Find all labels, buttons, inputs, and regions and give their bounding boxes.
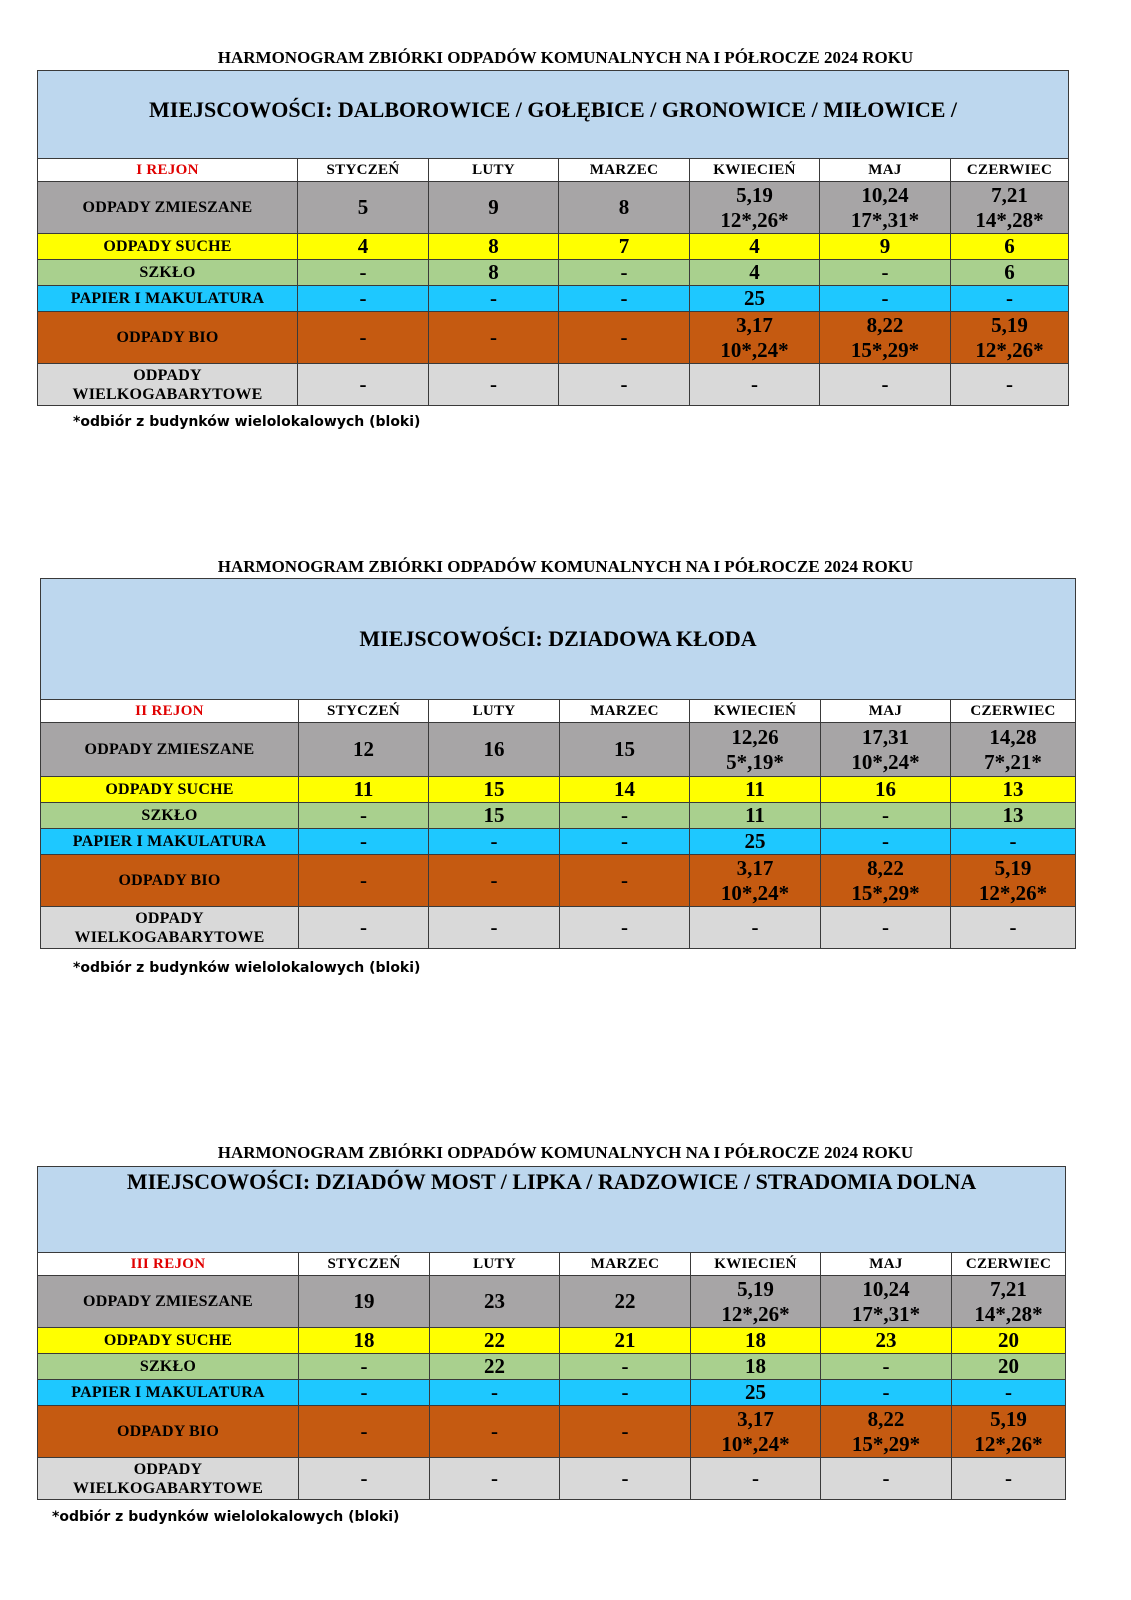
dry-january: 18 <box>299 1328 430 1354</box>
glass-april: 4 <box>690 260 820 286</box>
dry-april: 18 <box>691 1328 821 1354</box>
paper-april: 25 <box>691 1380 821 1406</box>
paper-march: - <box>559 286 690 312</box>
category-glass: SZKŁO <box>38 260 298 286</box>
month-may: MAJ <box>821 700 951 723</box>
bio-january: - <box>299 855 429 907</box>
bulky-may: - <box>820 364 951 406</box>
dry-january: 4 <box>298 234 429 260</box>
month-may: MAJ <box>820 159 951 182</box>
paper-january: - <box>298 286 429 312</box>
bulky-january: - <box>298 364 429 406</box>
bio-february: - <box>429 312 559 364</box>
bio-january: - <box>299 1406 430 1458</box>
mixed-april: 5,19 12*,26* <box>690 182 820 234</box>
paper-january: - <box>299 1380 430 1406</box>
bulky-june: - <box>951 907 1076 949</box>
bulky-march: - <box>560 1458 691 1500</box>
places-header: MIEJSCOWOŚCI: DZIADÓW MOST / LIPKA / RADZOWICE / STRADOMIA DOLNA <box>38 1167 1066 1253</box>
paper-march: - <box>560 1380 691 1406</box>
bio-april: 3,17 10*,24* <box>690 855 821 907</box>
glass-april: 18 <box>691 1354 821 1380</box>
mixed-april: 5,19 12*,26* <box>691 1276 821 1328</box>
schedule-title-3: HARMONOGRAM ZBIÓRKI ODPADÓW KOMUNALNYCH NA I PÓŁROCZE 2024 ROKU <box>217 1143 914 1162</box>
month-june: CZERWIEC <box>951 159 1069 182</box>
region-label: II REJON <box>41 700 299 723</box>
month-february: LUTY <box>429 159 559 182</box>
schedule-title-1: HARMONOGRAM ZBIÓRKI ODPADÓW KOMUNALNYCH NA I PÓŁROCZE 2024 ROKU <box>217 48 914 67</box>
bulky-february: - <box>430 1458 560 1500</box>
schedule-title-2: HARMONOGRAM ZBIÓRKI ODPADÓW KOMUNALNYCH NA I PÓŁROCZE 2024 ROKU <box>217 557 914 576</box>
dry-february: 22 <box>430 1328 560 1354</box>
bio-may: 8,22 15*,29* <box>821 1406 952 1458</box>
mixed-june: 7,21 14*,28* <box>951 182 1069 234</box>
category-dry-waste: ODPADY SUCHE <box>41 777 299 803</box>
bio-march: - <box>560 1406 691 1458</box>
places-header: MIEJSCOWOŚCI: DALBOROWICE / GOŁĘBICE / GRONOWICE / MIŁOWICE / <box>38 71 1069 159</box>
glass-may: - <box>820 260 951 286</box>
category-glass: SZKŁO <box>38 1354 299 1380</box>
dry-february: 8 <box>429 234 559 260</box>
category-paper: PAPIER I MAKULATURA <box>41 829 299 855</box>
dry-march: 21 <box>560 1328 691 1354</box>
paper-april: 25 <box>690 286 820 312</box>
mixed-march: 8 <box>559 182 690 234</box>
bulky-june: - <box>952 1458 1066 1500</box>
paper-february: - <box>429 829 560 855</box>
bulky-june: - <box>951 364 1069 406</box>
paper-june: - <box>951 829 1076 855</box>
glass-march: - <box>560 1354 691 1380</box>
paper-may: - <box>820 286 951 312</box>
dry-may: 9 <box>820 234 951 260</box>
glass-march: - <box>559 260 690 286</box>
paper-march: - <box>560 829 690 855</box>
month-march: MARZEC <box>560 700 690 723</box>
bulky-march: - <box>559 364 690 406</box>
category-paper: PAPIER I MAKULATURA <box>38 286 298 312</box>
month-april: KWIECIEŃ <box>691 1253 821 1276</box>
dry-april: 4 <box>690 234 820 260</box>
category-bio: ODPADY BIO <box>38 1406 299 1458</box>
category-dry-waste: ODPADY SUCHE <box>38 1328 299 1354</box>
category-bio: ODPADY BIO <box>38 312 298 364</box>
mixed-march: 22 <box>560 1276 691 1328</box>
category-dry-waste: ODPADY SUCHE <box>38 234 298 260</box>
glass-february: 8 <box>429 260 559 286</box>
dry-april: 11 <box>690 777 821 803</box>
bulky-february: - <box>429 907 560 949</box>
glass-february: 22 <box>430 1354 560 1380</box>
glass-april: 11 <box>690 803 821 829</box>
month-march: MARZEC <box>559 159 690 182</box>
category-bulky-waste: ODPADY WIELKOGABARYTOWE <box>38 364 298 406</box>
glass-february: 15 <box>429 803 560 829</box>
dry-january: 11 <box>299 777 429 803</box>
bio-january: - <box>298 312 429 364</box>
bulky-january: - <box>299 907 429 949</box>
bio-april: 3,17 10*,24* <box>691 1406 821 1458</box>
mixed-april: 12,26 5*,19* <box>690 723 821 777</box>
month-april: KWIECIEŃ <box>690 159 820 182</box>
mixed-march: 15 <box>560 723 690 777</box>
glass-june: 13 <box>951 803 1076 829</box>
bio-june: 5,19 12*,26* <box>951 855 1076 907</box>
glass-january: - <box>299 1354 430 1380</box>
month-january: STYCZEŃ <box>299 700 429 723</box>
paper-february: - <box>429 286 559 312</box>
dry-june: 13 <box>951 777 1076 803</box>
bulky-april: - <box>690 364 820 406</box>
schedule-table-2 <box>40 578 1076 949</box>
paper-june: - <box>952 1380 1066 1406</box>
glass-june: 6 <box>951 260 1069 286</box>
region-label: III REJON <box>38 1253 299 1276</box>
category-mixed-waste: ODPADY ZMIESZANE <box>38 182 298 234</box>
glass-january: - <box>298 260 429 286</box>
bio-march: - <box>559 312 690 364</box>
footnote-1: *odbiór z budynków wielolokalowych (bloki) <box>73 414 421 430</box>
category-bio: ODPADY BIO <box>41 855 299 907</box>
bio-june: 5,19 12*,26* <box>952 1406 1066 1458</box>
mixed-may: 10,24 17*,31* <box>821 1276 952 1328</box>
category-paper: PAPIER I MAKULATURA <box>38 1380 299 1406</box>
bio-march: - <box>560 855 690 907</box>
bulky-march: - <box>560 907 690 949</box>
month-march: MARZEC <box>560 1253 691 1276</box>
paper-may: - <box>821 829 951 855</box>
month-may: MAJ <box>821 1253 952 1276</box>
category-bulky-waste: ODPADY WIELKOGABARYTOWE <box>38 1458 299 1500</box>
bio-june: 5,19 12*,26* <box>951 312 1069 364</box>
dry-february: 15 <box>429 777 560 803</box>
glass-january: - <box>299 803 429 829</box>
bulky-april: - <box>690 907 821 949</box>
mixed-january: 19 <box>299 1276 430 1328</box>
places-header: MIEJSCOWOŚCI: DZIADOWA KŁODA <box>41 579 1076 700</box>
month-january: STYCZEŃ <box>298 159 429 182</box>
mixed-may: 17,31 10*,24* <box>821 723 951 777</box>
bio-may: 8,22 15*,29* <box>821 855 951 907</box>
dry-march: 14 <box>560 777 690 803</box>
schedule-table-3 <box>37 1166 1066 1500</box>
mixed-february: 23 <box>430 1276 560 1328</box>
mixed-may: 10,24 17*,31* <box>820 182 951 234</box>
region-label: I REJON <box>38 159 298 182</box>
schedule-table-1 <box>37 70 1069 406</box>
paper-april: 25 <box>690 829 821 855</box>
dry-may: 16 <box>821 777 951 803</box>
bulky-january: - <box>299 1458 430 1500</box>
glass-may: - <box>821 803 951 829</box>
mixed-january: 12 <box>299 723 429 777</box>
bulky-april: - <box>691 1458 821 1500</box>
month-february: LUTY <box>430 1253 560 1276</box>
paper-january: - <box>299 829 429 855</box>
bio-april: 3,17 10*,24* <box>690 312 820 364</box>
month-april: KWIECIEŃ <box>690 700 821 723</box>
bulky-may: - <box>821 1458 952 1500</box>
bio-february: - <box>429 855 560 907</box>
mixed-june: 7,21 14*,28* <box>952 1276 1066 1328</box>
mixed-january: 5 <box>298 182 429 234</box>
bulky-february: - <box>429 364 559 406</box>
mixed-june: 14,28 7*,21* <box>951 723 1076 777</box>
dry-june: 20 <box>952 1328 1066 1354</box>
bio-may: 8,22 15*,29* <box>820 312 951 364</box>
bio-february: - <box>430 1406 560 1458</box>
dry-june: 6 <box>951 234 1069 260</box>
paper-may: - <box>821 1380 952 1406</box>
month-january: STYCZEŃ <box>299 1253 430 1276</box>
month-june: CZERWIEC <box>951 700 1076 723</box>
dry-march: 7 <box>559 234 690 260</box>
month-june: CZERWIEC <box>952 1253 1066 1276</box>
footnote-2: *odbiór z budynków wielolokalowych (bloki) <box>73 960 421 976</box>
glass-march: - <box>560 803 690 829</box>
paper-february: - <box>430 1380 560 1406</box>
bulky-may: - <box>821 907 951 949</box>
glass-june: 20 <box>952 1354 1066 1380</box>
paper-june: - <box>951 286 1069 312</box>
category-glass: SZKŁO <box>41 803 299 829</box>
category-mixed-waste: ODPADY ZMIESZANE <box>38 1276 299 1328</box>
dry-may: 23 <box>821 1328 952 1354</box>
mixed-february: 16 <box>429 723 560 777</box>
category-bulky-waste: ODPADY WIELKOGABARYTOWE <box>41 907 299 949</box>
category-mixed-waste: ODPADY ZMIESZANE <box>41 723 299 777</box>
month-february: LUTY <box>429 700 560 723</box>
glass-may: - <box>821 1354 952 1380</box>
mixed-february: 9 <box>429 182 559 234</box>
footnote-3: *odbiór z budynków wielolokalowych (bloki) <box>52 1509 400 1525</box>
